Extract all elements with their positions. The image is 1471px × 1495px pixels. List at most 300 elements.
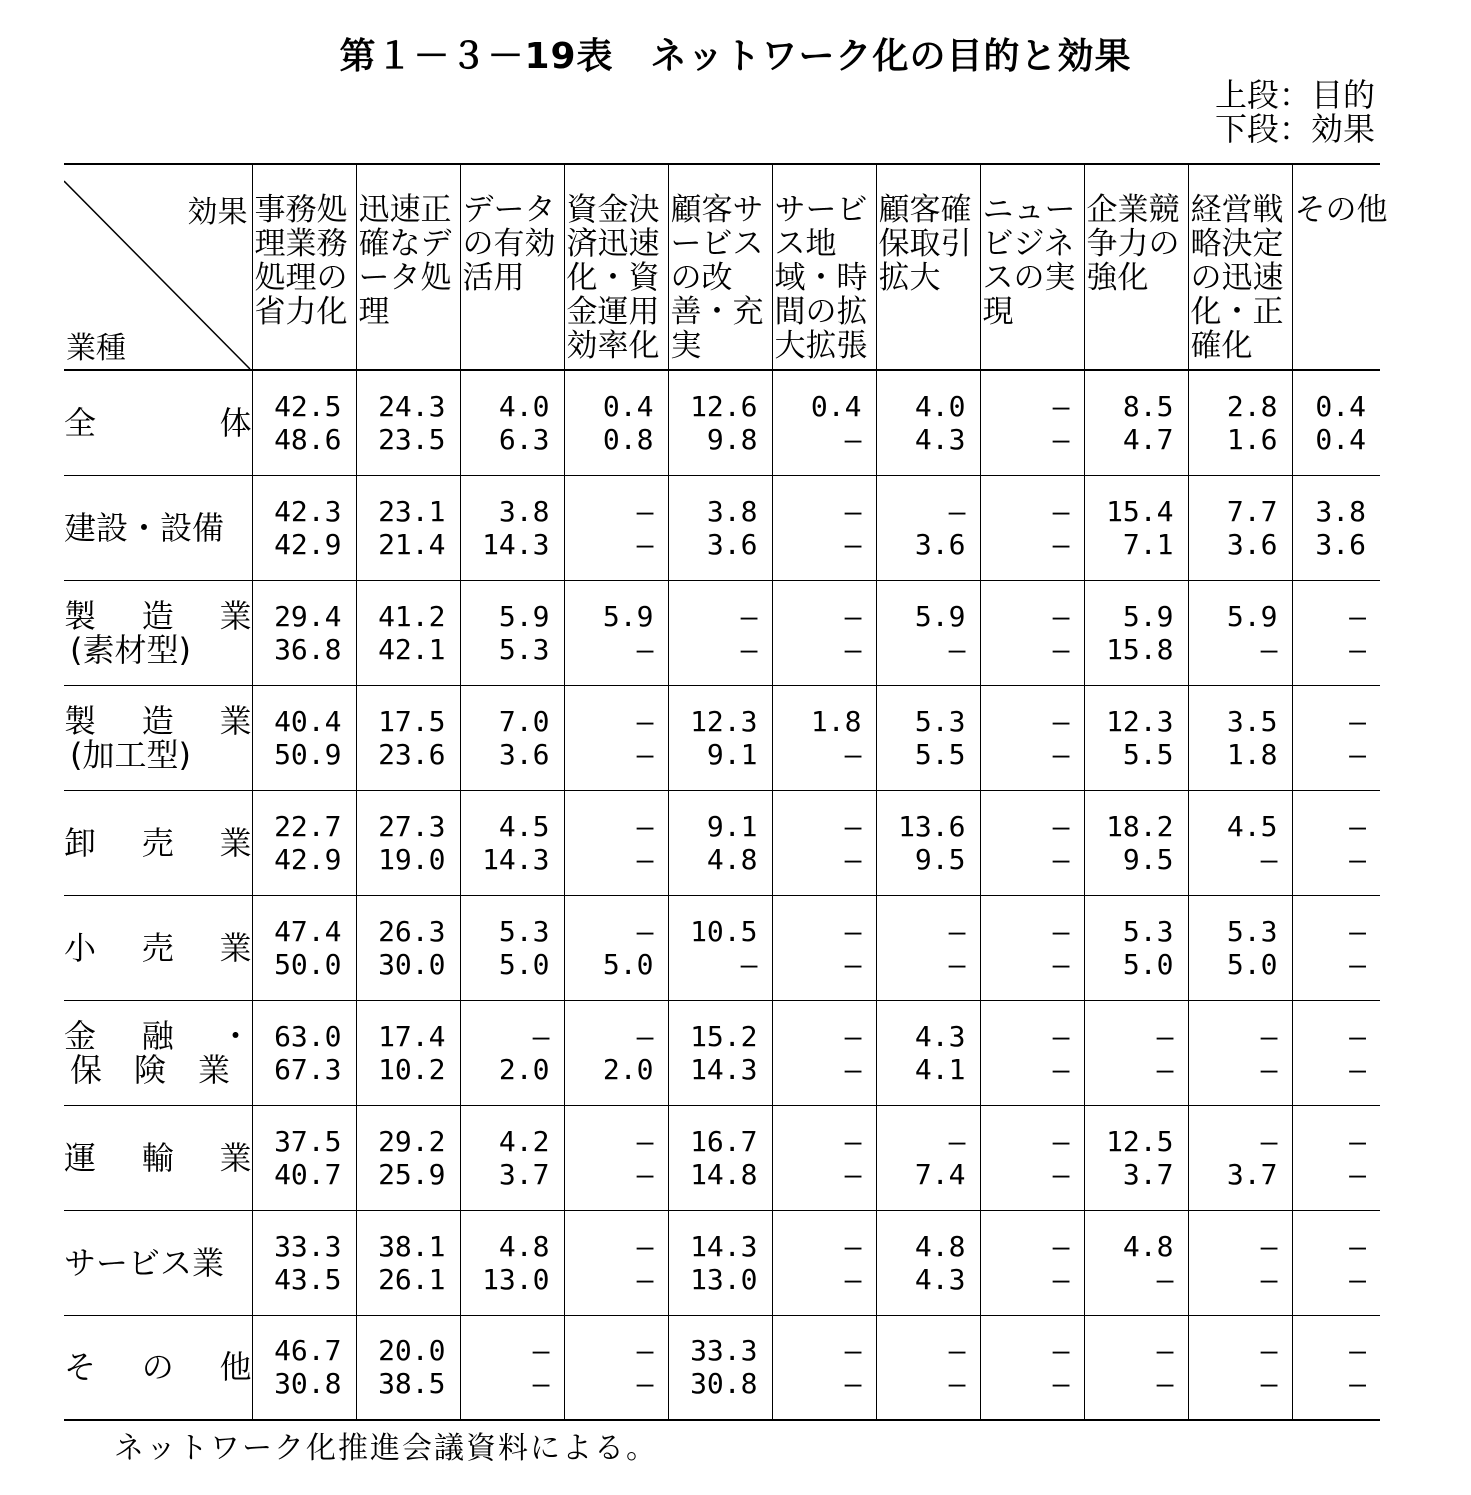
data-cell <box>668 685 772 790</box>
purpose-value: 2.8 <box>1226 389 1278 423</box>
row-label <box>64 580 252 685</box>
effect-value: 25.9 <box>378 1157 446 1191</box>
purpose-value: 18.2 <box>1106 809 1174 843</box>
data-cell <box>252 685 356 790</box>
row-label-part: 他 <box>219 1348 252 1387</box>
purpose-value: ― <box>948 494 966 528</box>
purpose-value: 63.0 <box>274 1019 342 1053</box>
purpose-value: ― <box>948 1334 966 1368</box>
purpose-value: ― <box>844 1124 862 1158</box>
effect-value: 1.8 <box>1226 737 1278 771</box>
purpose-value: 37.5 <box>274 1124 342 1158</box>
purpose-value: 5.3 <box>914 704 966 738</box>
data-cell <box>980 685 1084 790</box>
effect-value: 13.0 <box>482 1262 550 1296</box>
effect-value: ― <box>1156 1052 1174 1086</box>
purpose-value: ― <box>1052 1229 1070 1263</box>
row-label-part: 業 <box>219 596 252 635</box>
purpose-value: ― <box>844 599 862 633</box>
effect-value: 9.5 <box>1122 842 1174 876</box>
data-cell <box>1188 1000 1292 1105</box>
data-cell <box>460 1315 564 1420</box>
purpose-value: 12.3 <box>1106 704 1174 738</box>
data-cell <box>772 1315 876 1420</box>
effect-value: ― <box>844 737 862 771</box>
effect-value: 42.9 <box>274 842 342 876</box>
purpose-value: 3.5 <box>1226 704 1278 738</box>
row-label-sub: 保 険 業 <box>70 1050 231 1089</box>
purpose-value: ― <box>844 1019 862 1053</box>
data-cell <box>980 790 1084 895</box>
data-cell <box>564 790 668 895</box>
data-cell <box>564 1105 668 1210</box>
purpose-value: 15.2 <box>690 1019 758 1053</box>
purpose-value: ― <box>1052 599 1070 633</box>
purpose-value: 3.8 <box>498 494 550 528</box>
purpose-value: ― <box>1260 1124 1278 1158</box>
effect-value: ― <box>1260 1262 1278 1296</box>
data-cell <box>460 1210 564 1315</box>
column-header: その他 <box>1292 164 1380 370</box>
effect-value: 50.0 <box>274 947 342 981</box>
row-label-part: 製 <box>64 596 97 635</box>
data-cell <box>1084 1105 1188 1210</box>
row-label-part: 運 <box>64 1138 97 1177</box>
effect-value: ― <box>1349 1157 1366 1191</box>
effect-value: 4.7 <box>1122 422 1174 456</box>
effect-value: 5.5 <box>914 737 966 771</box>
purpose-value: ― <box>1052 1334 1070 1368</box>
data-cell <box>252 1105 356 1210</box>
row-label-part: サービス業 <box>64 1243 225 1282</box>
effect-value: ― <box>636 737 654 771</box>
table-row <box>64 790 1380 895</box>
effect-value: 7.4 <box>914 1157 966 1191</box>
effect-value: 4.1 <box>914 1052 966 1086</box>
effect-value: 10.2 <box>378 1052 446 1086</box>
data-cell <box>564 1210 668 1315</box>
table-row <box>64 895 1380 1000</box>
effect-value: 3.7 <box>1226 1157 1278 1191</box>
data-cell <box>876 475 980 580</box>
purpose-value: 5.9 <box>914 599 966 633</box>
effect-value: ― <box>1349 947 1366 981</box>
data-cell <box>460 685 564 790</box>
data-cell <box>1084 370 1188 475</box>
purpose-value: ― <box>844 914 862 948</box>
table-title: 第１－３－19表 ネットワーク化の目的と効果 <box>339 36 1132 77</box>
row-label-part: 売 <box>141 823 174 862</box>
data-cell <box>772 370 876 475</box>
effect-value: 14.3 <box>482 527 550 561</box>
purpose-value: 4.8 <box>914 1229 966 1263</box>
data-cell <box>252 1000 356 1105</box>
row-label-part: そ <box>64 1348 97 1387</box>
data-cell <box>460 580 564 685</box>
purpose-value: 4.8 <box>1122 1229 1174 1263</box>
data-cell <box>1292 1315 1380 1420</box>
purpose-value: ― <box>636 914 654 948</box>
effect-value: 30.8 <box>274 1367 342 1401</box>
effect-value: 14.3 <box>690 1052 758 1086</box>
data-cell <box>1188 1210 1292 1315</box>
column-header: 企業競争力の強化 <box>1084 164 1188 370</box>
data-cell <box>980 1210 1084 1315</box>
data-cell <box>460 370 564 475</box>
data-cell <box>252 580 356 685</box>
data-cell <box>356 895 460 1000</box>
data-cell <box>1084 1210 1188 1315</box>
data-cell <box>876 580 980 685</box>
data-cell <box>1292 475 1380 580</box>
effect-value: 21.4 <box>378 527 446 561</box>
row-label-part: 金 <box>64 1016 97 1055</box>
purpose-value: 42.3 <box>274 494 342 528</box>
effect-value: 23.5 <box>378 422 446 456</box>
purpose-value: 3.8 <box>1315 494 1366 528</box>
effect-value: 48.6 <box>274 422 342 456</box>
purpose-value: 4.5 <box>1226 809 1278 843</box>
table-row <box>64 370 1380 475</box>
data-cell <box>1084 790 1188 895</box>
purpose-value: 4.0 <box>498 389 550 423</box>
data-cell <box>876 895 980 1000</box>
row-label <box>64 370 252 475</box>
data-cell <box>668 370 772 475</box>
data-cell <box>564 475 668 580</box>
purpose-value: 4.2 <box>498 1124 550 1158</box>
column-header: ニュービジネスの実現 <box>980 164 1084 370</box>
data-cell <box>252 790 356 895</box>
effect-value: 5.0 <box>1226 947 1278 981</box>
effect-value: 42.9 <box>274 527 342 561</box>
table-row <box>64 475 1380 580</box>
row-label <box>64 685 252 790</box>
data-cell <box>564 1000 668 1105</box>
purpose-value: ― <box>1052 494 1070 528</box>
purpose-value: 5.9 <box>1226 599 1278 633</box>
column-header: データの有効活用 <box>460 164 564 370</box>
effect-value: 67.3 <box>274 1052 342 1086</box>
column-header: 経営戦略決定の迅速化・正確化 <box>1188 164 1292 370</box>
effect-value: 9.5 <box>914 842 966 876</box>
purpose-value: ― <box>1349 599 1366 633</box>
table-row <box>64 1315 1380 1420</box>
table-row <box>64 685 1380 790</box>
effect-value: 43.5 <box>274 1262 342 1296</box>
effect-value: 4.3 <box>914 422 966 456</box>
effect-value: 23.6 <box>378 737 446 771</box>
data-cell <box>772 1000 876 1105</box>
effect-value: 3.7 <box>1122 1157 1174 1191</box>
data-cell <box>876 1105 980 1210</box>
purpose-value: 15.4 <box>1106 494 1174 528</box>
data-table <box>64 163 1388 1421</box>
effect-value: ― <box>1052 1367 1070 1401</box>
purpose-value: ― <box>1052 809 1070 843</box>
row-label-part: 輸 <box>141 1138 174 1177</box>
effect-value: 5.3 <box>498 632 550 666</box>
column-header: 顧客確保取引拡大 <box>876 164 980 370</box>
effect-value: 30.0 <box>378 947 446 981</box>
purpose-value: ― <box>1052 914 1070 948</box>
purpose-value: 17.5 <box>378 704 446 738</box>
effect-value: 50.9 <box>274 737 342 771</box>
table-row <box>64 1105 1380 1210</box>
effect-value: 14.3 <box>482 842 550 876</box>
purpose-value: 0.4 <box>1315 389 1366 423</box>
data-cell <box>460 895 564 1000</box>
data-cell <box>356 370 460 475</box>
data-cell <box>564 685 668 790</box>
purpose-value: 12.3 <box>690 704 758 738</box>
data-cell <box>564 1315 668 1420</box>
data-cell <box>1188 1315 1292 1420</box>
purpose-value: ― <box>1052 1019 1070 1053</box>
purpose-value: 4.8 <box>498 1229 550 1263</box>
purpose-value: ― <box>1349 1334 1366 1368</box>
purpose-value: 42.5 <box>274 389 342 423</box>
data-cell <box>980 370 1084 475</box>
effect-value: 3.6 <box>1315 527 1366 561</box>
effect-value: ― <box>636 1262 654 1296</box>
purpose-value: 4.0 <box>914 389 966 423</box>
purpose-value: 1.8 <box>810 704 862 738</box>
purpose-value: ― <box>1052 389 1070 423</box>
data-cell <box>668 475 772 580</box>
data-cell <box>356 1210 460 1315</box>
data-cell <box>252 1210 356 1315</box>
data-cell <box>772 475 876 580</box>
data-cell <box>564 895 668 1000</box>
data-cell <box>876 1210 980 1315</box>
effect-value: ― <box>740 947 758 981</box>
purpose-value: ― <box>1349 704 1366 738</box>
column-header: 事務処理業務処理の省力化 <box>252 164 356 370</box>
purpose-value: ― <box>844 1229 862 1263</box>
effect-value: 5.0 <box>498 947 550 981</box>
data-cell <box>668 1000 772 1105</box>
data-cell <box>1188 370 1292 475</box>
effect-value: 3.6 <box>706 527 758 561</box>
header-row <box>64 164 1380 370</box>
purpose-value: 5.9 <box>1122 599 1174 633</box>
data-cell <box>1188 580 1292 685</box>
effect-value: ― <box>948 632 966 666</box>
purpose-value: 0.4 <box>602 389 654 423</box>
effect-value: ― <box>1156 1367 1174 1401</box>
effect-value: ― <box>1349 1052 1366 1086</box>
effect-value: ― <box>636 1367 654 1401</box>
effect-value: ― <box>1349 632 1366 666</box>
effect-value: ― <box>1052 842 1070 876</box>
row-label <box>64 1000 252 1105</box>
purpose-value: ― <box>1349 1124 1366 1158</box>
data-cell <box>980 895 1084 1000</box>
data-cell <box>1292 580 1380 685</box>
row-label-part: 業 <box>219 823 252 862</box>
purpose-value: ― <box>844 809 862 843</box>
effect-value: 4.3 <box>914 1262 966 1296</box>
row-label-part: 業 <box>219 928 252 967</box>
effect-value: ― <box>1260 842 1278 876</box>
corner-cell <box>64 164 252 370</box>
data-cell <box>460 790 564 895</box>
purpose-value: 17.4 <box>378 1019 446 1053</box>
purpose-value: 33.3 <box>274 1229 342 1263</box>
column-header: サービス地域・時間の拡大拡張 <box>772 164 876 370</box>
row-label-part: 小 <box>64 928 97 967</box>
data-cell <box>564 370 668 475</box>
effect-value: 5.0 <box>1122 947 1174 981</box>
purpose-value: ― <box>1260 1229 1278 1263</box>
purpose-value: 29.2 <box>378 1124 446 1158</box>
data-cell <box>980 475 1084 580</box>
purpose-value: ― <box>636 1229 654 1263</box>
data-cell <box>460 1000 564 1105</box>
effect-value: ― <box>1052 527 1070 561</box>
effect-value: ― <box>1349 1367 1366 1401</box>
data-cell <box>1188 790 1292 895</box>
effect-value: ― <box>636 1157 654 1191</box>
effect-value: ― <box>636 527 654 561</box>
data-cell <box>1292 370 1380 475</box>
data-cell <box>460 475 564 580</box>
purpose-value: ― <box>636 494 654 528</box>
effect-value: 5.5 <box>1122 737 1174 771</box>
purpose-value: 5.3 <box>1122 914 1174 948</box>
effect-value: 5.0 <box>602 947 654 981</box>
effect-value: ― <box>1156 1262 1174 1296</box>
purpose-value: 40.4 <box>274 704 342 738</box>
data-cell <box>1084 580 1188 685</box>
purpose-value: ― <box>844 1334 862 1368</box>
corner-label-industry: 業種 <box>66 331 126 366</box>
purpose-value: 12.5 <box>1106 1124 1174 1158</box>
data-cell <box>876 1000 980 1105</box>
effect-value: 2.0 <box>498 1052 550 1086</box>
data-cell <box>980 1105 1084 1210</box>
data-cell <box>772 580 876 685</box>
data-cell <box>252 1315 356 1420</box>
row-label <box>64 895 252 1000</box>
effect-value: 15.8 <box>1106 632 1174 666</box>
purpose-value: 46.7 <box>274 1334 342 1368</box>
effect-value: ― <box>844 947 862 981</box>
purpose-value: 33.3 <box>690 1334 758 1368</box>
data-cell <box>668 790 772 895</box>
purpose-value: ― <box>948 1124 966 1158</box>
purpose-value: 26.3 <box>378 914 446 948</box>
purpose-value: ― <box>636 809 654 843</box>
data-cell <box>772 685 876 790</box>
purpose-value: ― <box>636 1334 654 1368</box>
purpose-value: 20.0 <box>378 1334 446 1368</box>
purpose-value: 5.3 <box>498 914 550 948</box>
legend-upper: 上段：目的 <box>1214 76 1375 114</box>
effect-value: ― <box>740 632 758 666</box>
purpose-value: 9.1 <box>706 809 758 843</box>
effect-value: 7.1 <box>1122 527 1174 561</box>
purpose-value: 23.1 <box>378 494 446 528</box>
effect-value: ― <box>1052 632 1070 666</box>
legend <box>1180 78 1375 146</box>
purpose-value: 0.4 <box>810 389 862 423</box>
effect-value: 0.4 <box>1315 422 1366 456</box>
effect-value: 13.0 <box>690 1262 758 1296</box>
effect-value: ― <box>1052 422 1070 456</box>
data-cell <box>1084 475 1188 580</box>
table-row <box>64 1000 1380 1105</box>
purpose-value: 5.9 <box>498 599 550 633</box>
purpose-value: 47.4 <box>274 914 342 948</box>
data-cell <box>876 370 980 475</box>
row-label <box>64 1315 252 1420</box>
effect-value: 42.1 <box>378 632 446 666</box>
purpose-value: 14.3 <box>690 1229 758 1263</box>
purpose-value: 22.7 <box>274 809 342 843</box>
effect-value: ― <box>844 1052 862 1086</box>
purpose-value: 13.6 <box>898 809 966 843</box>
data-cell <box>356 1315 460 1420</box>
row-label-part: 全 <box>64 403 97 442</box>
effect-value: ― <box>948 947 966 981</box>
effect-value: ― <box>1349 842 1366 876</box>
purpose-value: 8.5 <box>1122 389 1174 423</box>
purpose-value: 5.9 <box>602 599 654 633</box>
effect-value: 6.3 <box>498 422 550 456</box>
data-cell <box>876 685 980 790</box>
effect-value: ― <box>844 632 862 666</box>
data-cell <box>564 580 668 685</box>
effect-value: 30.8 <box>690 1367 758 1401</box>
effect-value: ― <box>844 527 862 561</box>
data-cell <box>772 895 876 1000</box>
data-cell <box>356 475 460 580</box>
effect-value: 14.8 <box>690 1157 758 1191</box>
data-cell <box>668 1105 772 1210</box>
purpose-value: ― <box>740 599 758 633</box>
data-cell <box>772 790 876 895</box>
effect-value: 2.0 <box>602 1052 654 1086</box>
table-row <box>64 580 1380 685</box>
data-cell <box>1292 895 1380 1000</box>
effect-value: ― <box>1349 737 1366 771</box>
legend-lower: 下段：効果 <box>1214 110 1375 148</box>
purpose-value: ― <box>1156 1019 1174 1053</box>
row-label-part: ・ <box>219 1016 252 1055</box>
purpose-value: 3.8 <box>706 494 758 528</box>
purpose-value: ― <box>1052 1124 1070 1158</box>
row-label-part: の <box>141 1348 174 1387</box>
effect-value: ― <box>844 1367 862 1401</box>
row-label-part: 業 <box>219 701 252 740</box>
data-cell <box>356 685 460 790</box>
data-cell <box>668 1210 772 1315</box>
row-label <box>64 1210 252 1315</box>
purpose-value: 41.2 <box>378 599 446 633</box>
effect-value: ― <box>1052 1262 1070 1296</box>
source-note: ネットワーク化推進会議資料による。 <box>114 1431 658 1466</box>
data-cell <box>1292 1105 1380 1210</box>
effect-value: ― <box>1349 1262 1366 1296</box>
data-cell <box>1188 895 1292 1000</box>
purpose-value: 38.1 <box>378 1229 446 1263</box>
purpose-value: ― <box>636 704 654 738</box>
purpose-value: ― <box>532 1334 550 1368</box>
data-cell <box>356 790 460 895</box>
effect-value: ― <box>532 1367 550 1401</box>
